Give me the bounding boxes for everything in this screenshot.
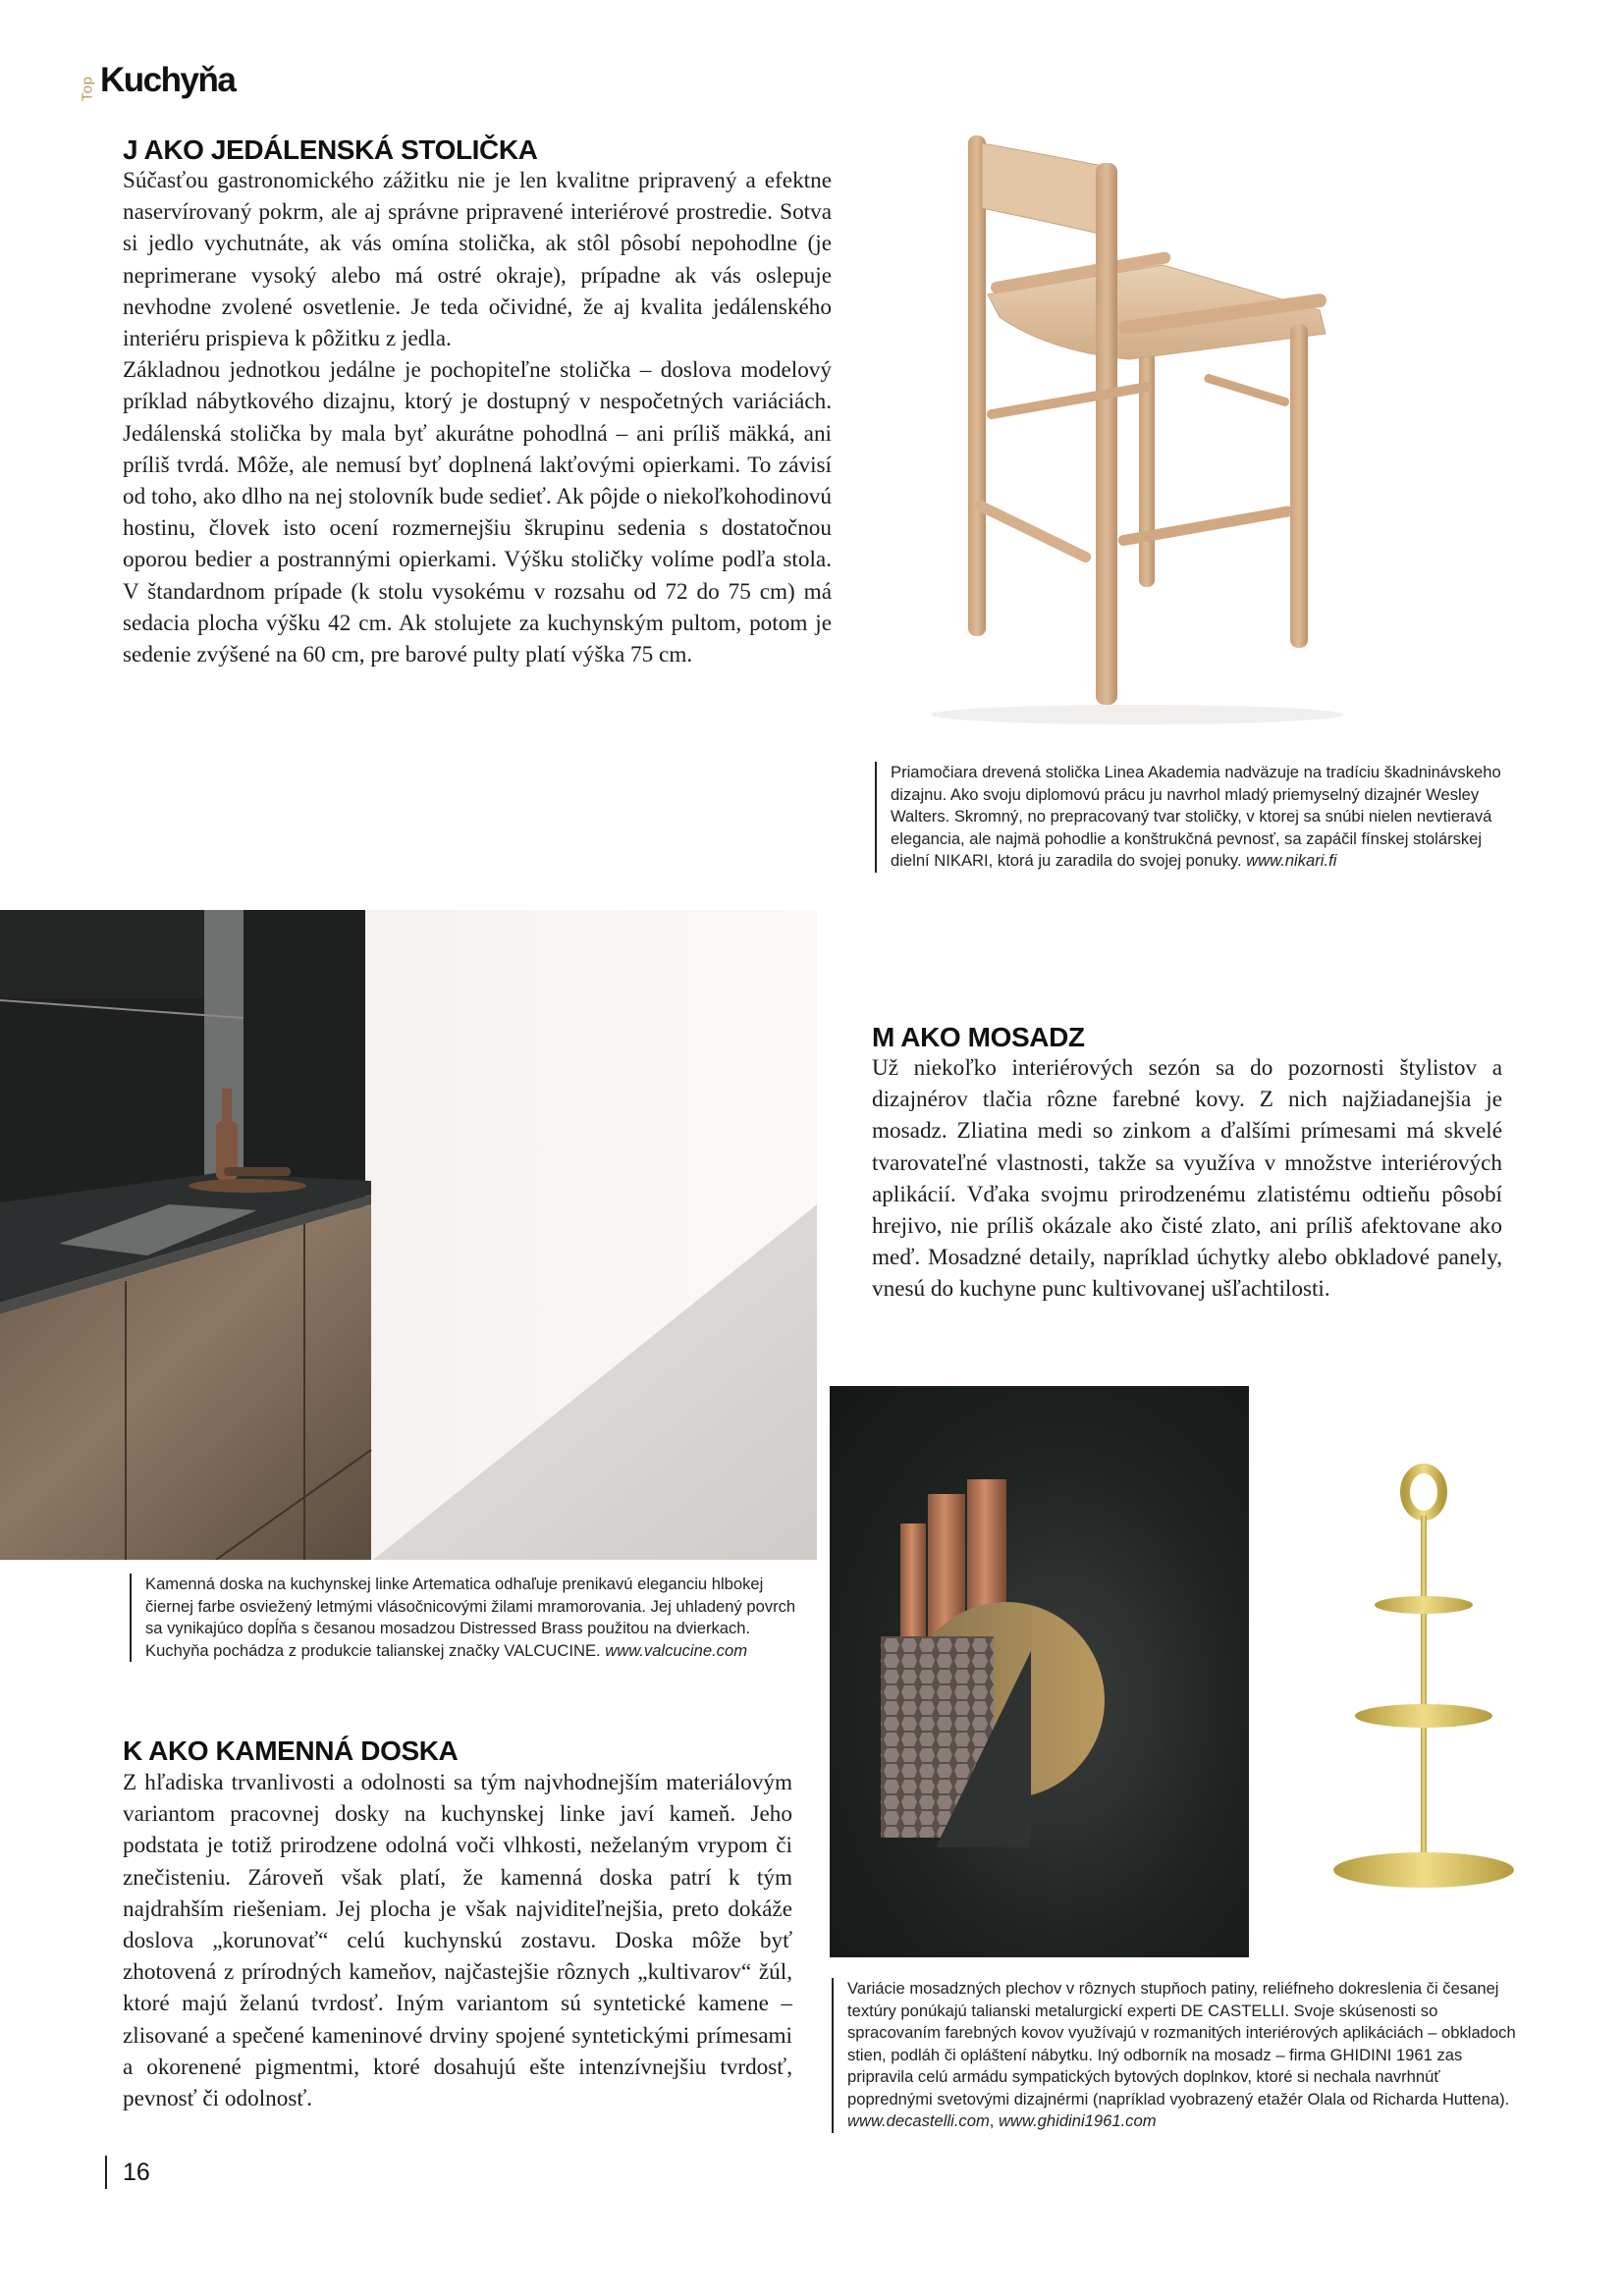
etagere-tier-top (1375, 1596, 1473, 1614)
logo-name: Kuchyňa (100, 61, 236, 99)
etagere-tier-bottom (1333, 1852, 1514, 1888)
chair-illustration (872, 106, 1392, 744)
kitchen-caption-link[interactable]: www.valcucine.com (605, 1640, 748, 1660)
section-m-body (872, 1052, 1502, 1306)
kitchen-rolling-pin (224, 1167, 291, 1176)
chair-caption-text: Priamočiara drevená stolička Linea Akademia nadväzuje na tradíciu škadninávskeho dizajnu. Ako svoju diplomovú prácu ju navrhol mladý priemyselný dizajnér Wesley Walters. Skromný, no prepracovaný tvar stoličky, v ktorej sa snúbi nielen nevtieravá elegancia, ale najmä pohodlie a konštrukčná pevnosť, sa zapáčil fínskej stolárskej dielní NIKARI, ktorá ju zaradila do svojej ponuky. (891, 763, 1501, 870)
chair-leg-front-left (1096, 163, 1117, 705)
section-m-paragraph-1: Už niekoľko interiérových sezón sa do pozornosti štylistov a dizajnérov tlačia rôzne farebné kovy. Z nich najžiadanejšia je mosadz. Zliatina medi so zinkom a ďalšími prímesami má skvelé tvarovateľné vlastnosti, takže sa využíva v množstve interiérových aplikácií. Vďaka svojmu prirodzenému zlatistému odtieňu pôsobí hrejivo, nie príliš okázale ako čisté zlato, ani príliš afektovane ako meď. Mosadzné detaily, napríklad úchytky alebo obkladové panely, vnesú do kuchyne punc kultivovanej ušľachtilosti. (872, 1055, 1502, 1303)
chair-stretcher-4 (1203, 373, 1290, 407)
etagere-photo (1255, 1453, 1589, 1944)
kitchen-bottle-neck (222, 1089, 232, 1124)
etagere-tier-middle (1355, 1704, 1492, 1728)
chair-backrest (982, 143, 1108, 236)
kitchen-illustration (0, 910, 817, 1560)
etagere-illustration (1255, 1453, 1589, 1944)
section-k-heading: K AKO KAMENNÁ DOSKA (123, 1735, 459, 1766)
section-j-body (123, 165, 832, 670)
brass-caption-separator: , (989, 2111, 1000, 2130)
kitchen-cabinet-upper (0, 910, 206, 998)
section-j-paragraph-2: Základnou jednotkou jedálne je pochopiteľne stolička – doslova modelový príklad nábytkového dizajnu, ktorý je dostupný v nespočetných variáciách. Jedálenská stolička by mala byť akurátne pohodlná – ani príliš mäkká, ani príliš tvrdá. Môže, ale nemusí byť doplnená lakťovými opierkami. To závisí od toho, ako dlho na nej stolovník bude sedieť. Ak pôjde o niekoľkohodinovú hostinu, človek isto ocení rozmernejšiu škrupinu sedenia s dostatočnou oporou bedier a postrannými opierkami. Výšku stoličky volíme podľa stola. V štandardnom prípade (k stolu vysokému v rozsahu od 72 do 75 cm) má sedacia plocha výšku 42 cm. Ak stolujete za kuchynským pultom, potom je sedenie zvýšené na 60 cm, pre barové pulty platí výška 75 cm. (123, 357, 832, 668)
section-m-heading: M AKO MOSADZ (872, 1022, 1085, 1052)
section-j-heading: J AKO JEDÁLENSKÁ STOLIČKA (123, 134, 538, 165)
chair-leg-back-left (968, 135, 986, 636)
brass-samples-photo (830, 1386, 1249, 1957)
brass-caption (832, 1978, 1519, 2133)
chair-shadow (931, 705, 1343, 724)
logo-prefix-text: Top (79, 76, 96, 102)
brass-caption-link-ghidini[interactable]: www.ghidini1961.com (999, 2111, 1157, 2130)
brass-caption-text: Variácie mosadzných plechov v rôznych stupňoch patiny, reliéfneho dokreslenia či česanej textúry ponúkajú talianski metalurgickí experti DE CASTELLI. Svoje skúsenosti so spracovaním farebných kovov využívajú v rozmanitých interiérových aplikáciách – obkladoch stien, podláh či opláštení nábytku. Iný odborník na mosadz – firma GHIDINI 1961 zas pripravila celú armádu sympatických bytových doplnkov, ktoré si nechala navrhnúť poprednými svetovými dizajnérmi (napríklad vyobrazený etažér Olala od Richarda Huttena). (847, 1979, 1516, 2109)
chair-leg-front-right (1290, 324, 1308, 648)
chair-stretcher-1 (986, 381, 1152, 419)
section-k-body (123, 1767, 792, 2114)
etagere-stem (1421, 1516, 1427, 1884)
logo-prefix (81, 69, 102, 108)
section-k-paragraph-1: Z hľadiska trvanlivosti a odolnosti sa tým najvhodnejším materiálovým variantom pracovnej dosky na kuchynskej linke javí kameň. Jeho podstata je totiž prirodzene odolná voči vlhkosti, neželaným vrypom či znečisteniu. Zároveň však platí, že kamenná doska patrí k tým najdrahším riešeniam. Jej plocha je však najviditeľnejšia, preto dokáže doslova „korunovať“ celú kuchynskú zostavu. Doska môže byť zhotovená z prírodných kameňov, najčastejšie rôznych „kultivarov“ žúl, ktoré majú želanú tvrdosť. Iným variantom sú syntetické kamene – zlisované a spečené kameninové drviny spojené syntetickými prímesami a okorenené pigmentmi, ktoré dosahujú ešte intenzívnejšiu tvrdosť, pevnosť či odolnosť. (123, 1770, 792, 2112)
chair-stretcher-2 (973, 499, 1093, 564)
kitchen-caption (130, 1574, 807, 1662)
kitchen-caption-text: Kamenná doska na kuchynskej linke Artematica odhaľuje prenikavú eleganciu hlbokej čiernej farbe osviežený letmými vlásočnicovými žilami mramorovania. Jej uhladený povrch sa vynikajúco dopĺňa s česanou mosadzou Distressed Brass použitou na dvierkach. Kuchyňa pochádza z produkcie talianskej značky VALCUCINE. (145, 1575, 796, 1660)
kitchen-cutting-board (189, 1179, 306, 1193)
etagere-handle-ring (1405, 1468, 1442, 1516)
magazine-logo (81, 61, 277, 104)
kitchen-photo (0, 910, 817, 1560)
kitchen-floor (373, 1204, 817, 1560)
page-number: 16 (105, 2156, 150, 2189)
chair-photo (872, 106, 1392, 744)
section-j-paragraph-1: Súčasťou gastronomického zážitku nie je len kvalitne pripravený a efektne naservírovaný pokrm, ale aj správne pripravené interiérové prostredie. Sotva si jedlo vychutnáte, ak vás omína stolička, ak stôl pôsobí nepohodlne (je neprimerane vysoký alebo má ostré okraje), prípadne ak vás oslepuje nevhodne zvolené osvetlenie. Je teda očividné, že aj kvalita jedálenského interiéru prispieva k pôžitku z jedla. (123, 168, 832, 352)
chair-caption-link[interactable]: www.nikari.fi (1246, 851, 1337, 870)
brass-samples-illustration (830, 1386, 1249, 1957)
chair-caption (875, 762, 1503, 873)
brass-caption-link-decastelli[interactable]: www.decastelli.com (847, 2111, 990, 2130)
